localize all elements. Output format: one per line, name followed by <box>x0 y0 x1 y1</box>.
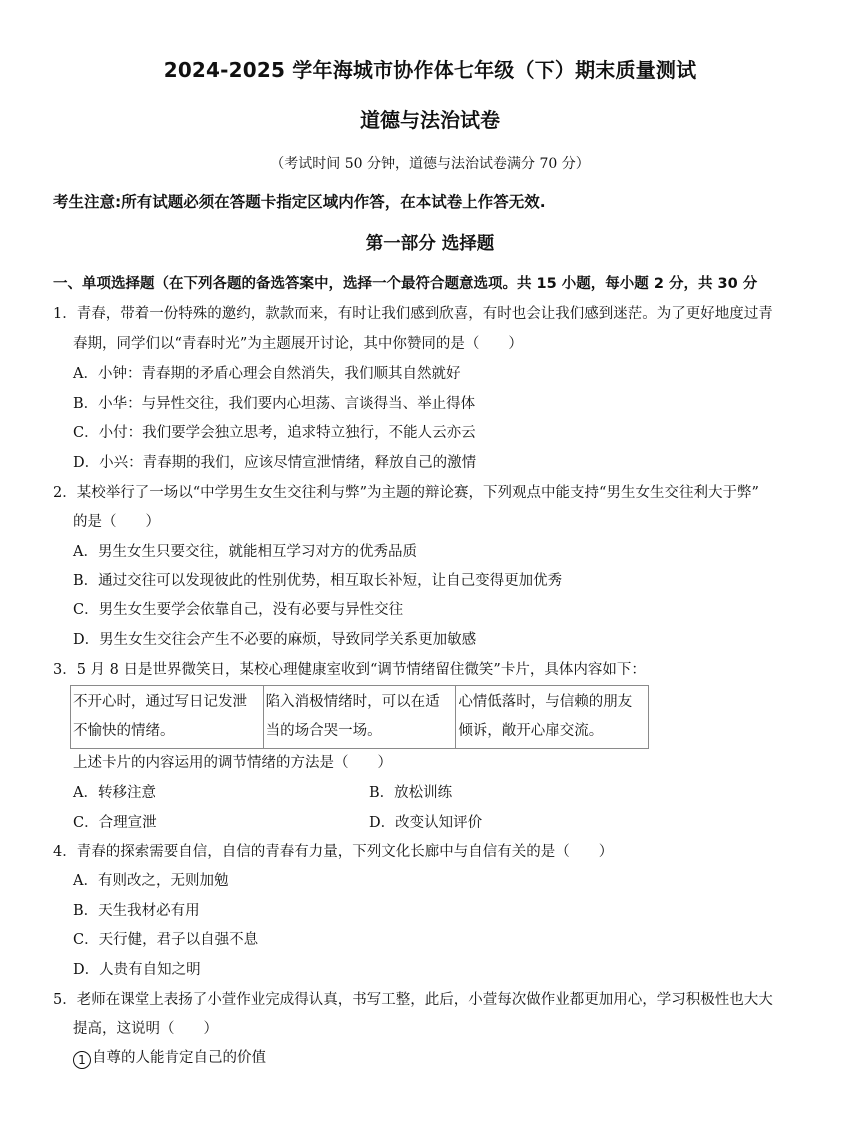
question-2-option-a: A．男生女生只要交往，就能相互学习对方的优秀品质 <box>73 544 417 560</box>
question-2-option-d: D．男生女生交往会产生不必要的麻烦，导致同学关系更加敏感 <box>73 632 477 648</box>
card-cell-3: 心情低落时，与信赖的朋友倾诉，敞开心扉交流。 <box>456 686 649 749</box>
question-2-stem-line2: 的是（ ） <box>73 514 160 530</box>
section-title: 一、单项选择题（在下列各题的备选答案中，选择一个最符合题意选项。共 15 小题，每小题 2 分，共 30 分 <box>53 276 758 292</box>
question-5-statement-1 <box>73 1046 266 1069</box>
question-3-stem-line1: 3．5 月 8 日是世界微笑日，某校心理健康室收到“调节情绪留住微笑”卡片，具体内容如下： <box>53 662 646 678</box>
card-cell-1: 不开心时，通过写日记发泄不愉快的情绪。 <box>71 686 264 749</box>
statement-text: 自尊的人能肯定自己的价值 <box>92 1050 266 1066</box>
question-2-option-c: C．男生女生要学会依靠自己，没有必要与异性交往 <box>73 602 404 618</box>
question-1-option-c: C．小付：我们要学会独立思考，追求特立独行，不能人云亦云 <box>73 425 476 441</box>
question-3-option-c: C．合理宣泄 <box>73 815 157 831</box>
question-2-option-b: B．通过交往可以发现彼此的性别优势，相互取长补短，让自己变得更加优秀 <box>73 573 563 589</box>
question-4-option-a: A．有则改之，无则加勉 <box>73 873 229 889</box>
question-1-option-a: A．小钟：青春期的矛盾心理会自然消失，我们顺其自然就好 <box>73 366 461 382</box>
question-1-option-b: B．小华：与异性交往，我们要内心坦荡、言谈得当、举止得体 <box>73 396 476 412</box>
question-3-stem-line2: 上述卡片的内容运用的调节情绪的方法是（ ） <box>73 755 392 771</box>
question-5-stem-line2: 提高，这说明（ ） <box>73 1021 218 1037</box>
part-title: 第一部分 选择题 <box>365 234 495 254</box>
emotion-card-table <box>70 685 649 749</box>
question-5-stem-line1: 5．老师在课堂上表扬了小萱作业完成得认真，书写工整，此后，小萱每次做作业都更加用心，学习积极性也大大 <box>53 992 773 1008</box>
question-4-option-c: C．天行健，君子以自强不息 <box>73 932 259 948</box>
question-3-option-d: D．改变认知评价 <box>369 815 483 831</box>
question-4-stem-line1: 4．青春的探索需要自信，自信的青春有力量，下列文化长廊中与自信有关的是（ ） <box>53 844 614 860</box>
question-3-option-b: B．放松训练 <box>369 785 453 801</box>
question-4-option-d: D．人贵有自知之明 <box>73 962 201 978</box>
question-1-stem-line2: 春期，同学们以“青春时光”为主题展开讨论，其中你赞同的是（ ） <box>73 336 523 352</box>
question-2-stem-line1: 2．某校举行了一场以“中学男生女生交往利与弊”为主题的辩论赛，下列观点中能支持“男生女生交往利大于弊” <box>53 485 759 501</box>
question-1-option-d: D．小兴：青春期的我们，应该尽情宣泄情绪，释放自己的激情 <box>73 455 477 471</box>
question-3-option-a: A．转移注意 <box>73 785 156 801</box>
candidate-notice: 考生注意:所有试题必须在答题卡指定区域内作答，在本试卷上作答无效. <box>53 193 546 211</box>
exam-subject: 道德与法治试卷 <box>360 108 500 132</box>
question-4-option-b: B．天生我材必有用 <box>73 903 200 919</box>
exam-title: 2024-2025 学年海城市协作体七年级（下）期末质量测试 <box>163 58 697 82</box>
circled-number-marker: 1 <box>73 1051 91 1069</box>
exam-info: （考试时间 50 分钟，道德与法治试卷满分 70 分） <box>270 156 590 172</box>
card-cell-2: 陷入消极情绪时，可以在适当的场合哭一场。 <box>263 686 456 749</box>
question-1-stem-line1: 1．青春，带着一份特殊的邀约，款款而来，有时让我们感到欣喜，有时也会让我们感到迷茫。为了更好地度过青 <box>53 306 773 322</box>
